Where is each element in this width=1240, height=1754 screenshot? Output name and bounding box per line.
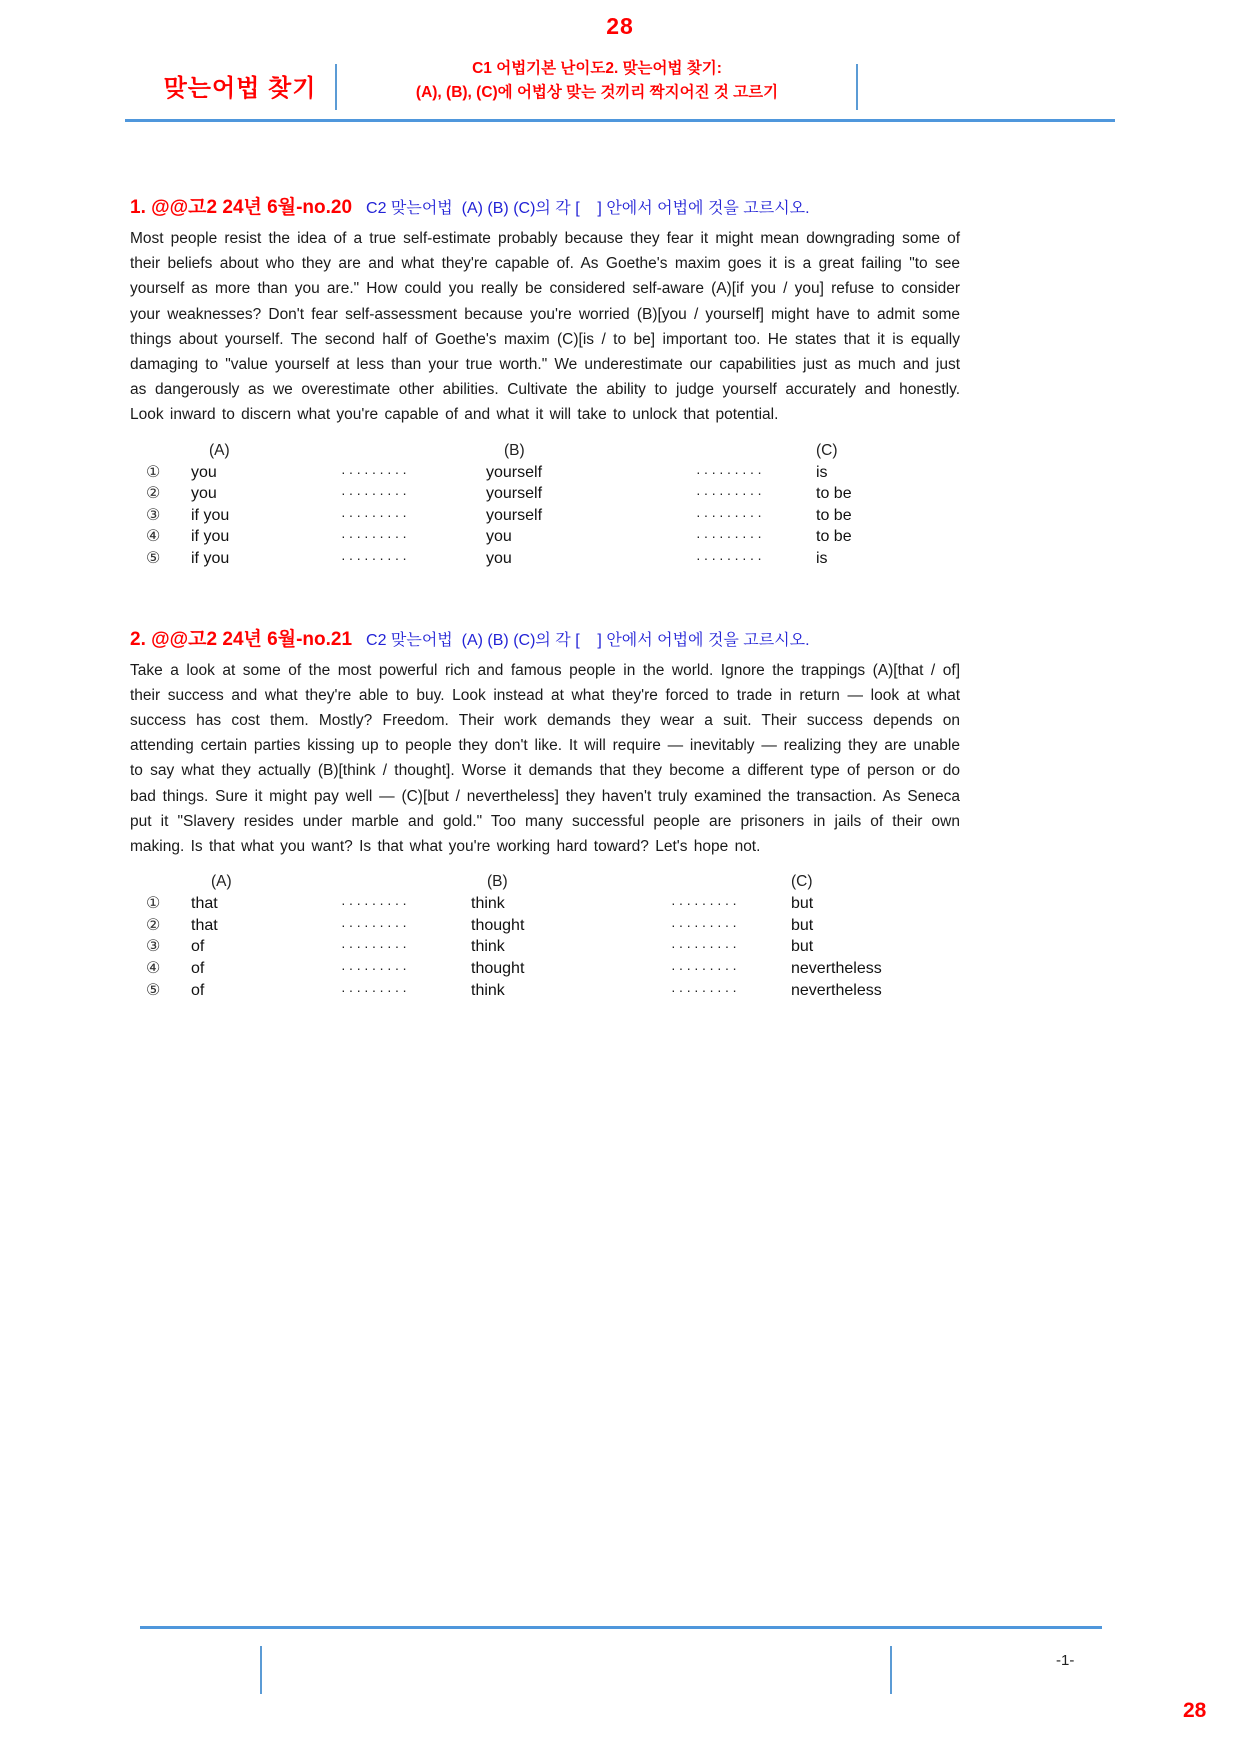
leader-dots: ········· — [671, 938, 740, 955]
leader-dots: ········· — [696, 463, 765, 480]
option-c: to be — [816, 506, 852, 524]
question-1 — [130, 192, 960, 570]
header-center-title — [342, 57, 852, 105]
option-c: but — [791, 895, 814, 913]
leader-dots: ········· — [341, 981, 410, 998]
question-1-passage: Most people resist the idea of a true self-estimate probably because they fear it might mean downgrading some of their beliefs about who they are and what they're capable of. As Goethe's maxim goes it is a great failing "to see yourself as more than you are." How could you really be considered self-aware (A)[if you / you] refuse to consider your weaknesses? Don't fear self-assessment because you're worried (B)[you / yourself] might have to admit some things about yourself. The second half of Goethe's maxim (C)[is / to be] important too. He states that it is equally damaging to "value yourself at less than your true worth." We underestimate our capabilities just as much and just as dangerously as we overestimate other abilities. Cultivate the ability to judge yourself accurately and honestly. Look inward to discern what you're capable of and what it will take to unlock that potential. — [130, 230, 960, 424]
leader-dots: ········· — [696, 528, 765, 545]
option-row — [146, 958, 960, 980]
option-number: ② — [146, 916, 161, 934]
leader-dots: ········· — [696, 485, 765, 502]
leader-dots: ········· — [671, 981, 740, 998]
header-title-line2: (A), (B), (C)에 어법상 맞는 것끼리 짝지어진 것 고르기 — [415, 84, 779, 101]
footer-rule — [140, 1626, 1102, 1629]
leader-dots: ········· — [696, 550, 765, 566]
col-a-header: (A) — [209, 441, 230, 459]
option-number: ④ — [146, 960, 161, 977]
col-b-header: (B) — [487, 873, 508, 891]
option-a: if you — [191, 550, 230, 567]
col-b-header: (B) — [504, 441, 525, 459]
col-c-header: (C) — [791, 873, 813, 891]
question-2-passage: Take a look at some of the most powerful rich and famous people in the world. Ignore the trappings (A)[that / of] their success and what they're able to buy. Look instead at what they're forced to trade in return — look at what success has cost them. Mostly? Freedom. Their work demands they wear a suit. Their success depends on attending certain parties kissing up to people they don't like. It will require — inevitably — realizing they are unable to say what they actually (B)[think / thought]. Worse it demands that they become a different type of person or do bad things. Sure it might pay well — (C)[but / nevertheless] they haven't truly examined the transaction. As Seneca put it "Slavery resides under marble and gold." Too many successful people are prisoners in jails of their own making. Is that what you want? Is that what you're working hard toward? Let's hope not. — [130, 661, 960, 856]
option-b: think — [471, 981, 505, 999]
footer-tick-left — [260, 1646, 262, 1694]
footer-tick-right — [890, 1646, 892, 1694]
question-2-heading — [130, 624, 960, 651]
option-c: but — [791, 938, 814, 956]
option-a: you — [191, 463, 217, 481]
question-2-instruction: C2 맞는어법 (A) (B) (C)의 각 [ ] 안에서 어법에 것을 고르시오. — [366, 631, 810, 649]
option-row — [146, 548, 960, 570]
options-header-row — [146, 871, 960, 893]
option-a: of — [191, 981, 205, 999]
option-b: you — [486, 528, 512, 546]
leader-dots: ········· — [341, 960, 410, 976]
leader-dots: ········· — [671, 960, 740, 976]
leader-dots: ········· — [341, 485, 410, 502]
option-a: if you — [191, 506, 230, 524]
question-1-options — [130, 440, 960, 570]
header-title-line1: C1 어법기본 난이도2. 맞는어법 찾기: — [472, 60, 722, 77]
leader-dots: ········· — [341, 506, 410, 523]
col-a-header: (A) — [211, 873, 232, 891]
option-a: you — [191, 485, 217, 503]
option-b: think — [471, 938, 505, 956]
option-number: ③ — [146, 938, 161, 956]
leader-dots: ········· — [341, 938, 410, 955]
option-row — [146, 936, 960, 958]
option-b: thought — [471, 960, 525, 977]
option-c: to be — [816, 485, 852, 503]
main-content — [130, 192, 960, 1001]
leader-dots: ········· — [341, 916, 410, 933]
col-c-header: (C) — [816, 441, 838, 459]
option-b: thought — [471, 916, 525, 934]
question-2-options — [130, 871, 960, 1001]
option-number: ⑤ — [146, 550, 161, 567]
option-row — [146, 526, 960, 548]
option-number: ① — [146, 895, 161, 913]
option-row — [146, 462, 960, 484]
option-c: to be — [816, 528, 852, 546]
question-2 — [130, 624, 960, 1002]
leader-dots: ········· — [341, 550, 410, 566]
option-number: ② — [146, 485, 161, 503]
option-row — [146, 505, 960, 527]
option-c: is — [816, 550, 828, 567]
option-number: ⑤ — [146, 981, 161, 999]
header-divider-right — [856, 64, 858, 110]
header-divider-left — [335, 64, 337, 110]
option-number: ④ — [146, 528, 161, 546]
bottom-page-number: 28 — [1183, 1699, 1207, 1722]
option-a: of — [191, 938, 205, 956]
option-a: of — [191, 960, 205, 977]
leader-dots: ········· — [341, 895, 410, 912]
leader-dots: ········· — [341, 528, 410, 545]
option-number: ③ — [146, 506, 161, 524]
option-b: think — [471, 895, 505, 913]
top-page-number: 28 — [606, 13, 634, 39]
option-b: you — [486, 550, 512, 567]
question-2-label: 2. @@고2 24년 6월-no.21 — [130, 628, 353, 650]
option-c: nevertheless — [791, 981, 882, 999]
leader-dots: ········· — [696, 506, 765, 523]
option-row — [146, 915, 960, 937]
option-b: yourself — [486, 506, 543, 524]
option-b: yourself — [486, 485, 543, 503]
option-row — [146, 980, 960, 1002]
option-a: that — [191, 895, 218, 913]
question-1-instruction: C2 맞는어법 (A) (B) (C)의 각 [ ] 안에서 어법에 것을 고르시오. — [366, 200, 810, 217]
leader-dots: ········· — [671, 916, 740, 933]
option-c: but — [791, 916, 814, 934]
option-c: is — [816, 463, 828, 481]
leader-dots: ········· — [341, 463, 410, 480]
option-row — [146, 483, 960, 505]
option-c: nevertheless — [791, 960, 882, 977]
option-a: if you — [191, 528, 230, 546]
leader-dots: ········· — [671, 895, 740, 912]
question-1-label: 1. @@고2 24년 6월-no.20 — [130, 197, 353, 218]
header-left-title: 맞는어법 찾기 — [163, 75, 317, 102]
option-row — [146, 893, 960, 915]
option-b: yourself — [486, 463, 543, 481]
option-a: that — [191, 916, 218, 934]
footer-page-label: -1- — [1056, 1652, 1075, 1669]
option-number: ① — [146, 463, 161, 481]
question-1-heading — [130, 192, 960, 219]
options-header-row — [146, 440, 960, 462]
header-rule — [125, 119, 1115, 122]
